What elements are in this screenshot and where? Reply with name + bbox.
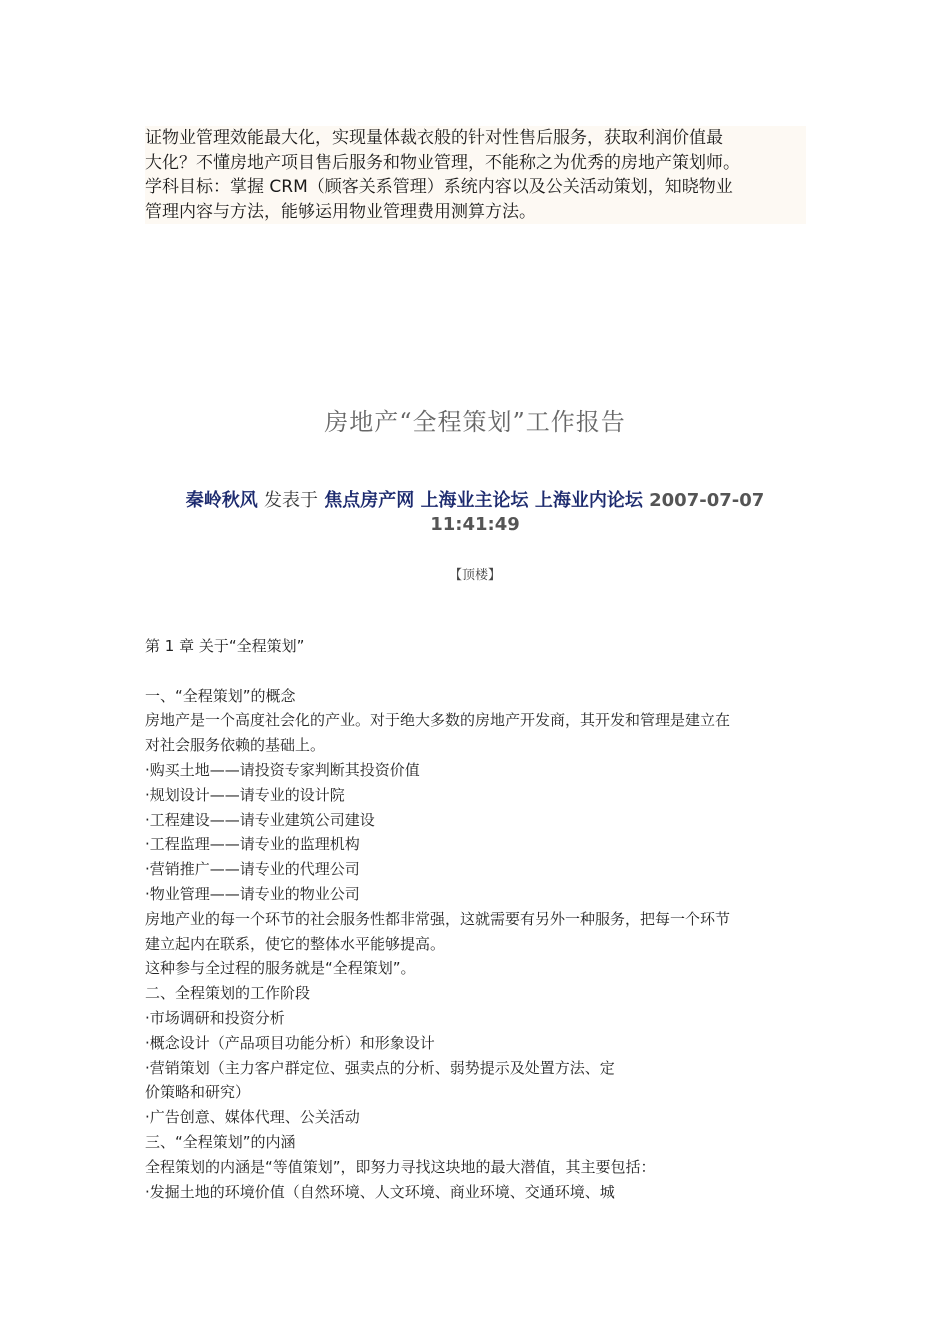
bullet-item: ·购买土地——请投资专家判断其投资价值 xyxy=(145,760,420,779)
forum-link-owners[interactable]: 上海业主论坛 xyxy=(420,490,529,511)
blank-line xyxy=(145,659,815,684)
section-heading: 三、“全程策划”的内涵 xyxy=(145,1132,296,1151)
intro-line: 学科目标：掌握 CRM（顾客关系管理）系统内容以及公关活动策划，知晓物业 xyxy=(145,177,733,197)
body-line: 对社会服务依赖的基础上。 xyxy=(145,736,326,755)
bullet-item: ·营销推广——请专业的代理公司 xyxy=(145,860,360,879)
body-line: 建立起内在联系，使它的整体水平能够提高。 xyxy=(145,934,446,953)
bullet-item: ·工程监理——请专业的监理机构 xyxy=(145,835,360,854)
body-line: 全程策划的内涵是“等值策划”，即努力寻找这块地的最大潜值，其主要包括： xyxy=(145,1157,656,1176)
author-link[interactable]: 秦岭秋风 xyxy=(185,490,258,511)
bullet-item: ·概念设计（产品项目功能分析）和形象设计 xyxy=(145,1033,435,1052)
section-heading: 二、全程策划的工作阶段 xyxy=(145,984,311,1003)
body-line: 房地产业的每一个环节的社会服务性都非常强，这就需要有另外一种服务，把每一个环节 xyxy=(145,909,731,928)
body-line: 价策略和研究） xyxy=(145,1083,251,1102)
section-heading: 一、“全程策划”的概念 xyxy=(145,686,296,705)
forum-link-focus[interactable]: 焦点房产网 xyxy=(324,490,415,511)
document-title: 房地产“全程策划”工作报告 xyxy=(324,408,626,436)
article-body xyxy=(145,634,815,1204)
body-line: 这种参与全过程的服务就是“全程策划”。 xyxy=(145,959,416,978)
post-byline xyxy=(145,489,805,537)
bullet-item: ·市场调研和投资分析 xyxy=(145,1008,285,1027)
bullet-item: ·规划设计——请专业的设计院 xyxy=(145,785,345,804)
bullet-item: ·营销策划（主力客户群定位、强卖点的分析、弱势提示及处置方法、定 xyxy=(145,1058,615,1077)
post-time: 11:41:49 xyxy=(430,514,520,535)
intro-line: 证物业管理效能最大化，实现量体裁衣般的针对性售后服务，获取利润价值最 xyxy=(145,128,723,148)
body-line: 房地产是一个高度社会化的产业。对于绝大多数的房地产开发商，其开发和管理是建立在 xyxy=(145,711,731,730)
intro-line: 管理内容与方法，能够运用物业管理费用测算方法。 xyxy=(145,201,536,222)
intro-paragraph xyxy=(145,126,806,224)
intro-line: 大化？不懂房地产项目售后服务和物业管理，不能称之为优秀的房地产策划师。 xyxy=(145,152,740,173)
bullet-item: ·发掘土地的环境价值（自然环境、人文环境、商业环境、交通环境、城 xyxy=(145,1182,615,1201)
forum-link-industry[interactable]: 上海业内论坛 xyxy=(534,490,643,511)
bullet-item: ·物业管理——请专业的物业公司 xyxy=(145,884,360,903)
bullet-item: ·工程建设——请专业建筑公司建设 xyxy=(145,810,375,829)
post-date: 2007-07-07 xyxy=(649,490,765,511)
bullet-item: ·广告创意、媒体代理、公关活动 xyxy=(145,1108,360,1127)
chapter-heading: 第 1 章 关于“全程策划” xyxy=(145,637,305,655)
top-floor-link[interactable]: 【顶楼】 xyxy=(448,568,501,583)
posted-label: 发表于 xyxy=(264,490,318,511)
